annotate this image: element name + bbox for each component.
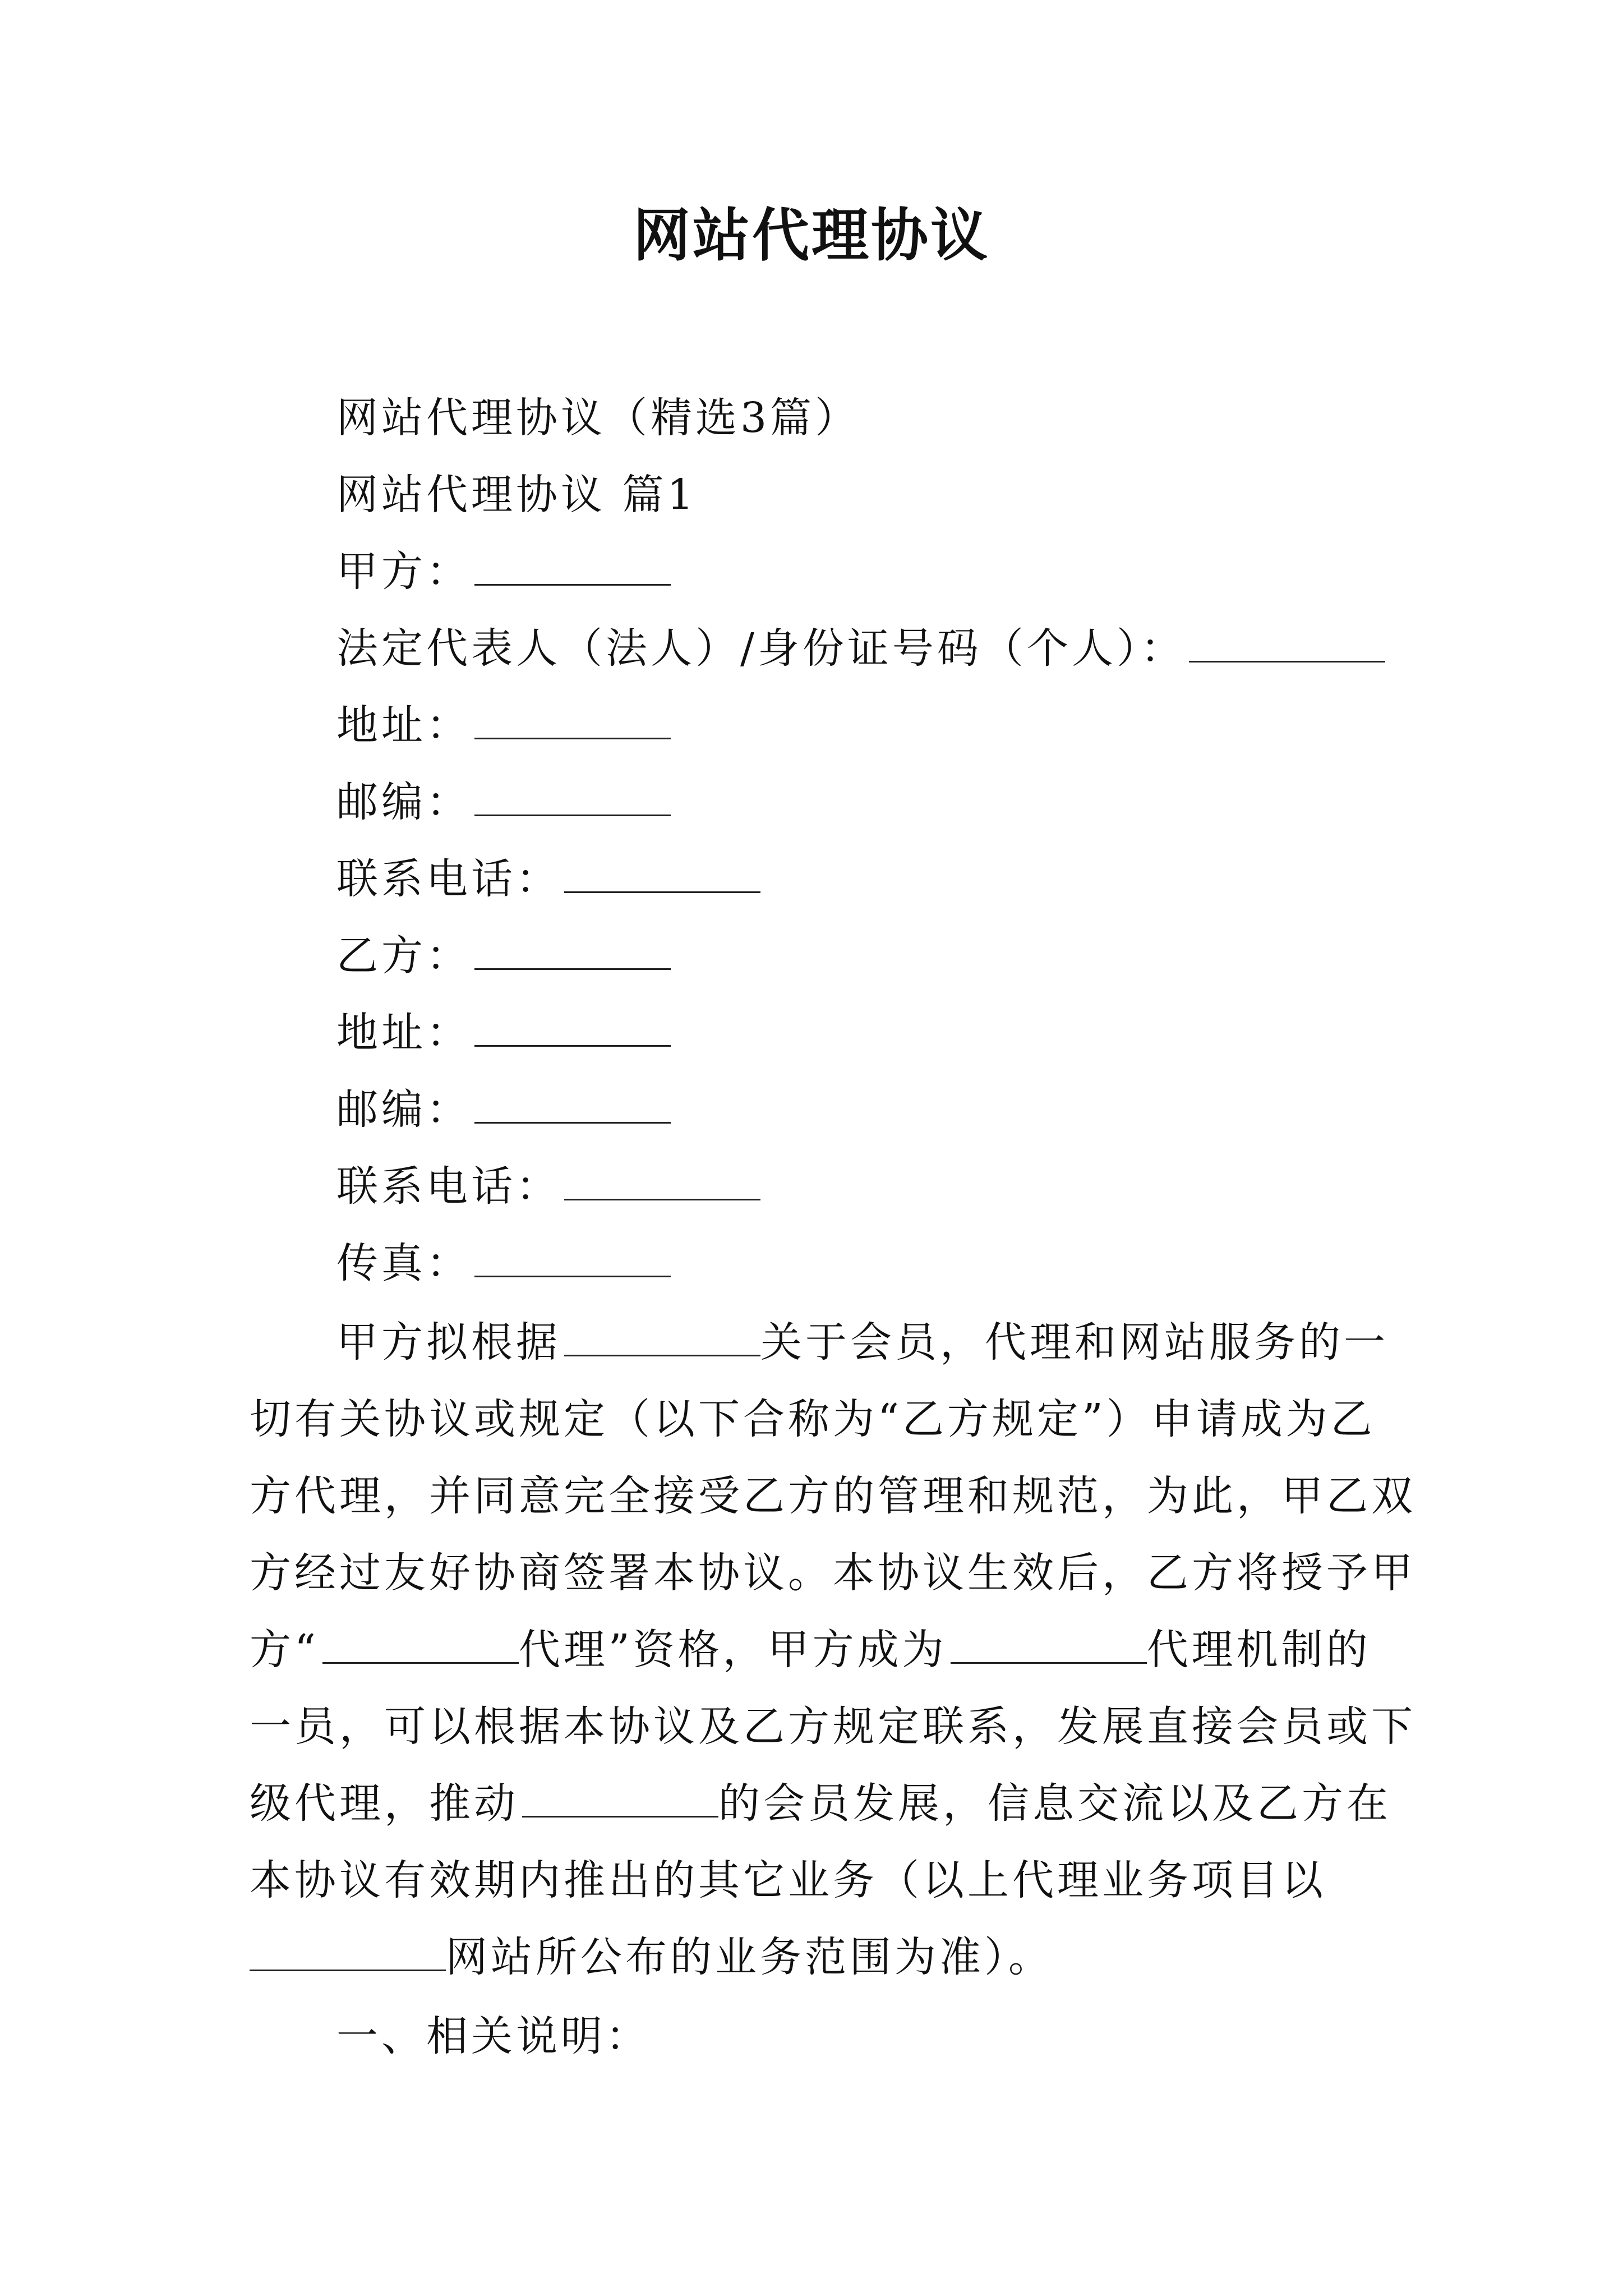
paragraph-line: 方“ 代理”资格，甲方成为 代理机制的 — [250, 1612, 1388, 1688]
paragraph-line: 方代理，并同意完全接受乙方的管理和规范，为此，甲乙双 — [250, 1472, 1416, 1520]
part-heading: 网站代理协议 篇1 — [336, 471, 697, 519]
field-party-b-phone — [336, 1156, 760, 1217]
field-label: 联系电话： — [336, 1162, 561, 1211]
blank-line — [474, 698, 671, 739]
document-title: 网站代理协议 — [633, 202, 990, 269]
paragraph-line: 级代理，推动 的会员发展，信息交流以及乙方在 — [250, 1765, 1388, 1842]
agreement-paragraph — [250, 1304, 1416, 1996]
field-party-a-phone — [336, 848, 760, 910]
field-legal-representative — [336, 618, 1385, 679]
blank-line — [322, 1623, 519, 1664]
paragraph-line: 甲方拟根据 关于会员，代理和网站服务的一 — [250, 1304, 1388, 1381]
field-party-b-address — [336, 1002, 671, 1064]
blank-line — [522, 1777, 718, 1818]
blank-line — [474, 929, 671, 970]
field-label: 地址： — [336, 701, 471, 749]
blank-line — [474, 775, 671, 816]
blank-line — [1189, 622, 1385, 662]
paragraph-line: 方经过友好协商签署本协议。本协议生效后，乙方将授予甲 — [250, 1549, 1416, 1597]
field-label: 甲方： — [336, 547, 471, 596]
section-heading: 一、相关说明： — [336, 2012, 651, 2060]
field-label: 法定代表人（法人）/身份证号码（个人）： — [336, 624, 1186, 673]
blank-line — [474, 1236, 671, 1277]
field-label: 联系电话： — [336, 855, 561, 903]
blank-line — [564, 1159, 760, 1200]
blank-line — [474, 1083, 671, 1124]
field-label: 邮编： — [336, 1085, 471, 1134]
paragraph-line: 切有关协议或规定（以下合称为“乙方规定”）申请成为乙 — [250, 1395, 1376, 1443]
document-subtitle: 网站代理协议（精选3篇） — [336, 394, 860, 442]
paragraph-line: 网站所公布的业务范围为准）。 — [250, 1919, 1388, 1996]
blank-line — [474, 545, 671, 586]
field-label: 传真： — [336, 1239, 471, 1287]
blank-line — [564, 1315, 760, 1356]
field-party-a — [336, 541, 671, 602]
field-label: 地址： — [336, 1009, 471, 1057]
blank-line — [474, 1006, 671, 1047]
field-label: 邮编： — [336, 778, 471, 826]
blank-line — [951, 1623, 1147, 1664]
paragraph-line: 一员，可以根据本协议及乙方规定联系，发展直接会员或下 — [250, 1703, 1416, 1751]
field-party-b-fax — [336, 1232, 671, 1294]
field-party-b — [336, 925, 671, 987]
blank-line — [250, 1930, 446, 1971]
field-party-a-address — [336, 694, 671, 756]
blank-line — [564, 852, 760, 893]
field-label: 乙方： — [336, 932, 471, 980]
paragraph-line: 本协议有效期内推出的其它业务（以上代理业务项目以 — [250, 1856, 1326, 1904]
field-party-a-postcode — [336, 771, 671, 833]
field-party-b-postcode — [336, 1079, 671, 1140]
